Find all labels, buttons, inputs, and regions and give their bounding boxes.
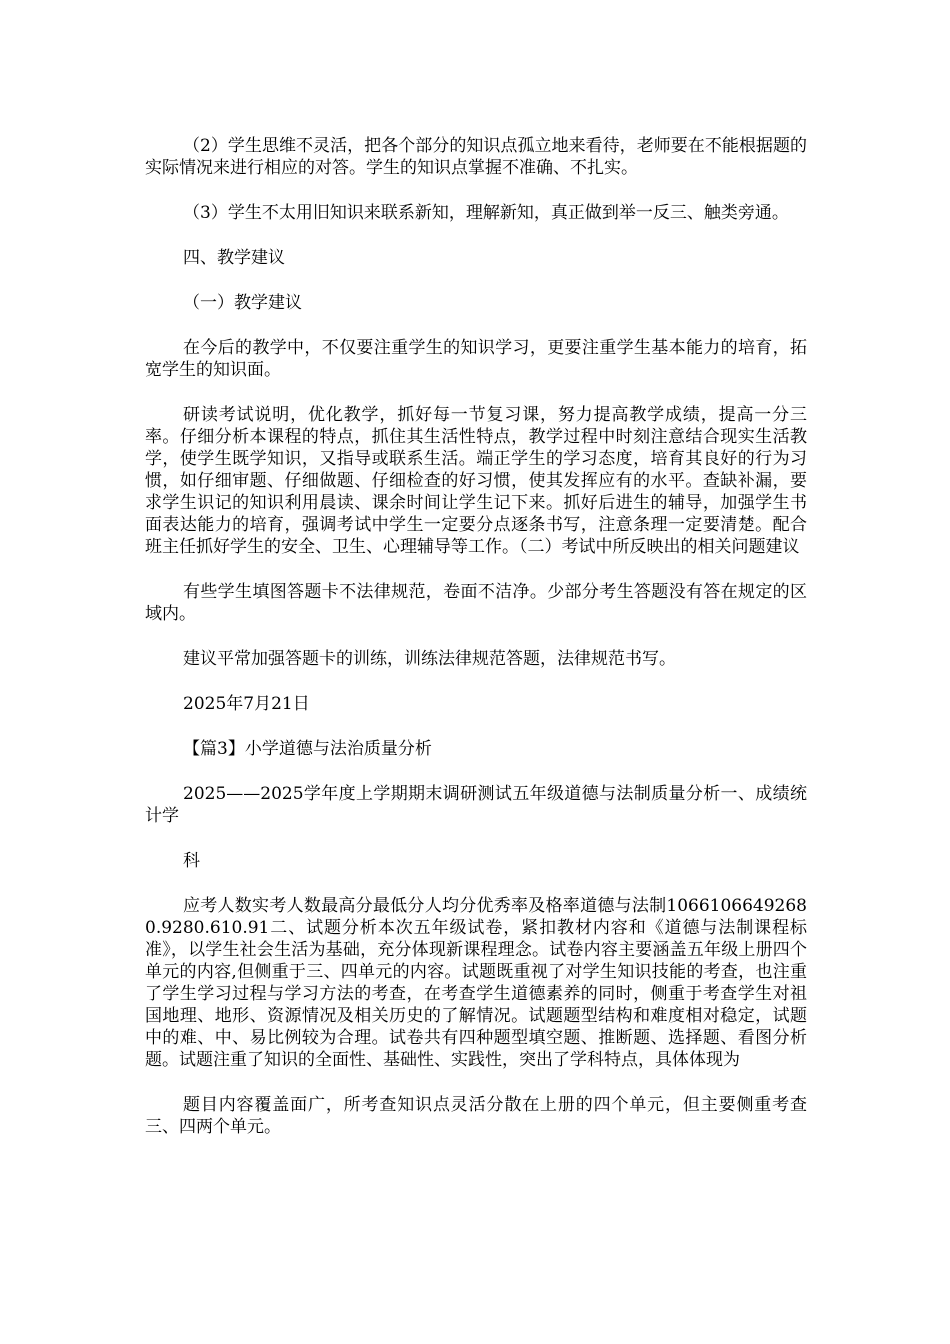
document-date: 2025年7月21日 <box>183 694 310 714</box>
paragraph-answer-card-issues: 有些学生填图答题卡不法律规范，卷面不洁净。少部分考生答题没有答在规定的区域内。 <box>145 582 807 624</box>
paragraph-answer-card-training: 建议平常加强答题卡的训练，训练法律规范答题，法律规范书写。 <box>183 649 676 669</box>
paragraph-subject-fragment: 科 <box>183 851 200 871</box>
paragraph-score-stats-and-analysis: 应考人数实考人数最高分最低分人均分优秀率及格率道德与法制10661066492680.9280.610.91二、试题分析本次五年级试卷，紧扣教材内容和《道德与法制课程标准》，以学生社会生活为基础，充分体现新课程理念。试卷内容主要涵盖五年级上册四个单元的内容,但侧重于三、四单元的内容。试题既重视了对学生知识技能的考查，也注重了学生学习过程与学习方法的考查，在考查学生道德素养的同时，侧重于考查学生对祖国地理、地形、资源情况及相关历史的了解情况。试题题型结构和难度相对稳定，试题中的难、中、易比例较为合理。试卷共有四种题型填空题、推断题、选择题、看图分析题。试题注重了知识的全面性、基础性、实践性，突出了学科特点，具体体现为 <box>145 896 807 1070</box>
article-title-part3: 【篇3】小学道德与法治质量分析 <box>183 739 432 759</box>
paragraph-school-year-analysis: 2025——2025学年度上学期期末调研测试五年级道德与法制质量分析一、成绩统计学 <box>145 784 807 826</box>
paragraph-thinking-inflexible: （2）学生思维不灵活，把各个部分的知识点孤立地来看待，老师要在不能根据题的实际情况来进行相应的对答。学生的知识点掌握不准确、不扎实。 <box>145 136 807 178</box>
subsection-heading-teaching-suggestions: （一）教学建议 <box>183 293 302 313</box>
paragraph-old-knowledge: （3）学生不太用旧知识来联系新知，理解新知，真正做到举一反三、触类旁通。 <box>183 203 789 223</box>
paragraph-future-teaching: 在今后的教学中，不仅要注重学生的知识学习，更要注重学生基本能力的培育，拓宽学生的知识面。 <box>145 338 807 380</box>
section-heading-teaching-suggestions: 四、教学建议 <box>183 248 285 268</box>
document-page <box>145 135 807 1161</box>
paragraph-study-exam-guide: 研读考试说明，优化教学，抓好每一节复习课，努力提高教学成绩，提高一分三率。仔细分析本课程的特点，抓住其生活性特点，教学过程中时刻注意结合现实生活教学，使学生既学知识，又指导或联系生活。端正学生的学习态度，培育其良好的行为习惯，如仔细审题、仔细做题、仔细检查的好习惯，使其发挥应有的水平。查缺补漏，要求学生识记的知识利用晨读、课余时间让学生记下来。抓好后进生的辅导，加强学生书面表达能力的培育，强调考试中学生一定要分点逐条书写，注意条理一定要清楚。配合班主任抓好学生的安全、卫生、心理辅导等工作。（二）考试中所反映出的相关问题建议 <box>145 405 807 557</box>
paragraph-content-coverage: 题目内容覆盖面广，所考查知识点灵活分散在上册的四个单元，但主要侧重考查三、四两个单元。 <box>145 1095 807 1137</box>
